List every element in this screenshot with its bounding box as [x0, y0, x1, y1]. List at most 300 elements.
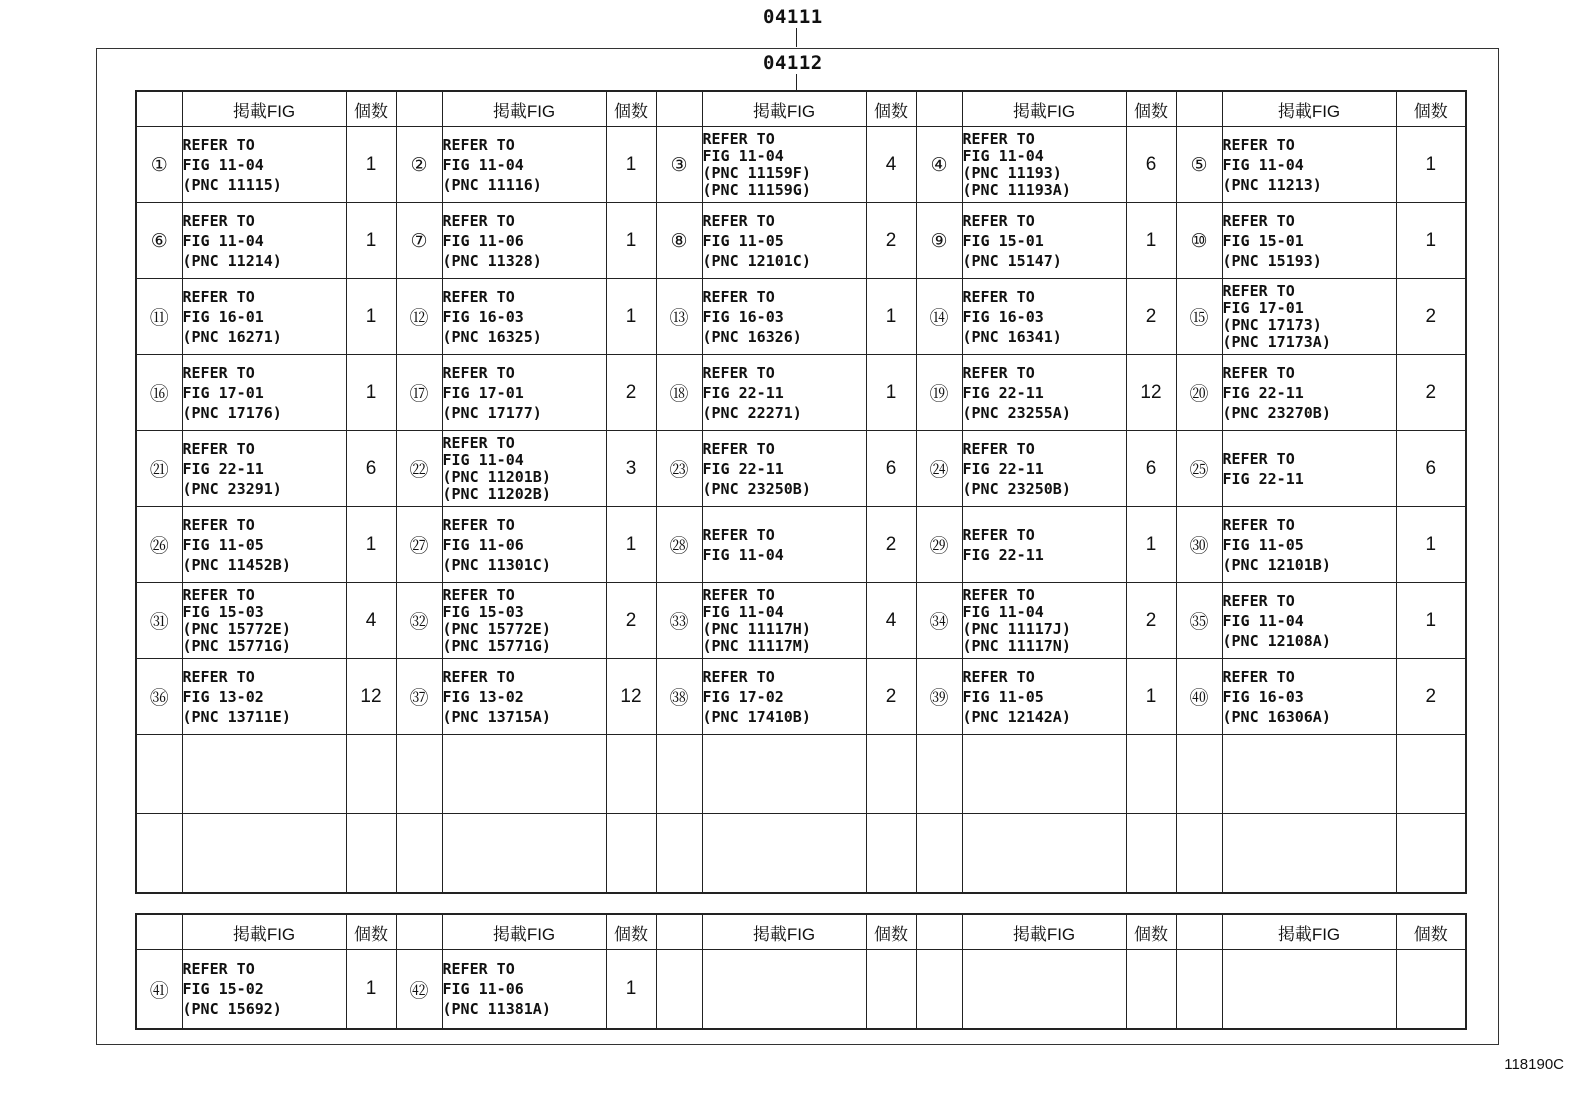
reference-line: (PNC 17173)	[1222, 315, 1322, 334]
quantity: 2	[1396, 279, 1466, 355]
fig-reference	[1222, 950, 1396, 1030]
reference-line: FIG 15-03	[442, 602, 524, 621]
leader-line-inner	[796, 74, 797, 90]
reference-line: FIG 16-03	[962, 307, 1044, 326]
reference-line: FIG 22-11	[962, 545, 1044, 564]
continued-body	[136, 950, 1466, 1030]
fig-reference	[182, 583, 346, 659]
item-number: ㉕	[1176, 431, 1222, 507]
fig-reference	[182, 355, 346, 431]
empty-cell	[396, 814, 442, 894]
fig-reference	[1222, 127, 1396, 203]
header-qty: 個数	[1396, 91, 1466, 127]
item-number: ⑲	[916, 355, 962, 431]
quantity: 6	[1126, 127, 1176, 203]
reference-line: (PNC 11117H)	[702, 619, 811, 638]
quantity: 12	[1126, 355, 1176, 431]
empty-cell	[442, 735, 606, 814]
reference-line: FIG 15-02	[182, 980, 264, 998]
quantity: 2	[1396, 659, 1466, 735]
reference-line: REFER TO	[182, 439, 255, 458]
quantity: 1	[346, 127, 396, 203]
quantity: 2	[1396, 355, 1466, 431]
reference-line: (PNC 15147)	[962, 251, 1062, 270]
reference-line: REFER TO	[1222, 135, 1295, 154]
reference-line: FIG 11-06	[442, 535, 524, 554]
reference-line: (PNC 15772E)	[442, 619, 551, 638]
fig-reference	[702, 507, 866, 583]
item-number: ㉞	[916, 583, 962, 659]
empty-cell	[442, 814, 606, 894]
quantity: 1	[1126, 203, 1176, 279]
reference-line: (PNC 11117N)	[962, 636, 1071, 655]
fig-reference	[182, 431, 346, 507]
illustration-code: 118190C	[1504, 1056, 1564, 1073]
quantity: 4	[866, 583, 916, 659]
quantity: 2	[866, 507, 916, 583]
reference-line: REFER TO	[182, 515, 255, 534]
empty-row	[136, 735, 1466, 814]
item-number: ㉓	[656, 431, 702, 507]
item-number: ㉝	[656, 583, 702, 659]
reference-line: (PNC 15193)	[1222, 251, 1322, 270]
table-row	[136, 355, 1466, 431]
reference-line: REFER TO	[702, 667, 775, 686]
reference-line: (PNC 11213)	[1222, 175, 1322, 194]
header-qty: 個数	[1126, 91, 1176, 127]
reference-line: REFER TO	[1222, 363, 1295, 382]
fig-reference	[962, 583, 1126, 659]
table-row	[136, 659, 1466, 735]
quantity: 1	[346, 355, 396, 431]
table-row	[136, 431, 1466, 507]
reference-line: REFER TO	[442, 433, 515, 452]
reference-line: (PNC 11193A)	[962, 180, 1071, 199]
reference-line: FIG 11-05	[1222, 535, 1304, 554]
fig-reference	[182, 950, 346, 1030]
empty-cell	[962, 735, 1126, 814]
header-qty: 個数	[606, 91, 656, 127]
reference-line: FIG 11-04	[1222, 155, 1304, 174]
empty-cell	[606, 735, 656, 814]
reference-line: FIG 11-04	[1222, 611, 1304, 630]
leader-line-outer	[796, 28, 797, 47]
reference-line: FIG 11-04	[962, 602, 1044, 621]
reference-line: (PNC 23250B)	[702, 479, 811, 498]
empty-cell	[866, 814, 916, 894]
item-number: ㉙	[916, 507, 962, 583]
fig-reference	[1222, 355, 1396, 431]
table-row	[136, 279, 1466, 355]
header-qty: 個数	[1396, 914, 1466, 950]
fig-reference	[442, 950, 606, 1030]
reference-line: FIG 22-11	[962, 383, 1044, 402]
reference-line: REFER TO	[702, 287, 775, 306]
reference-line: FIG 22-11	[182, 459, 264, 478]
item-number: ㉑	[136, 431, 182, 507]
reference-line: (PNC 16341)	[962, 327, 1062, 346]
item-number: ㊶	[136, 950, 182, 1030]
quantity: 6	[1126, 431, 1176, 507]
reference-line: (PNC 11202B)	[442, 484, 551, 503]
empty-cell	[136, 814, 182, 894]
item-number: ㉟	[1176, 583, 1222, 659]
reference-line: REFER TO	[1222, 591, 1295, 610]
quantity: 1	[1396, 583, 1466, 659]
reference-line: REFER TO	[962, 363, 1035, 382]
fig-reference	[962, 203, 1126, 279]
header-num	[656, 91, 702, 127]
reference-line: (PNC 23250B)	[962, 479, 1071, 498]
empty-cell	[1176, 735, 1222, 814]
reference-line: FIG 22-11	[962, 459, 1044, 478]
quantity: 1	[346, 279, 396, 355]
fig-reference	[442, 583, 606, 659]
reference-line: FIG 17-01	[1222, 298, 1304, 317]
table-row	[136, 583, 1466, 659]
empty-cell	[1222, 735, 1396, 814]
empty-cell	[136, 735, 182, 814]
header-num	[396, 91, 442, 127]
quantity: 4	[866, 127, 916, 203]
reference-line: (PNC 17173A)	[1222, 332, 1331, 351]
reference-line: (PNC 23255A)	[962, 403, 1071, 422]
quantity: 6	[866, 431, 916, 507]
reference-line: (PNC 23270B)	[1222, 403, 1331, 422]
empty-cell	[606, 814, 656, 894]
reference-line: REFER TO	[702, 211, 775, 230]
header-qty: 個数	[1126, 914, 1176, 950]
quantity: 1	[866, 355, 916, 431]
quantity	[866, 950, 916, 1030]
quantity: 1	[606, 127, 656, 203]
empty-cell	[182, 735, 346, 814]
item-number: ㊱	[136, 659, 182, 735]
empty-cell	[346, 735, 396, 814]
reference-line: REFER TO	[442, 667, 515, 686]
quantity: 12	[606, 659, 656, 735]
quantity: 2	[606, 355, 656, 431]
reference-line: (PNC 23291)	[182, 479, 282, 498]
quantity: 6	[1396, 431, 1466, 507]
header-fig: 掲載FIG	[702, 91, 866, 127]
reference-line: (PNC 11117J)	[962, 619, 1071, 638]
quantity: 2	[866, 203, 916, 279]
quantity: 2	[1126, 279, 1176, 355]
reference-line: REFER TO	[702, 363, 775, 382]
reference-line: REFER TO	[962, 287, 1035, 306]
reference-line: FIG 16-03	[1222, 687, 1304, 706]
item-number: ㊳	[656, 659, 702, 735]
fig-reference	[702, 583, 866, 659]
quantity: 1	[606, 203, 656, 279]
empty-cell	[1176, 814, 1222, 894]
quantity: 6	[346, 431, 396, 507]
fig-reference	[182, 127, 346, 203]
quantity: 1	[1126, 507, 1176, 583]
fig-reference	[442, 659, 606, 735]
table-row	[136, 127, 1466, 203]
fig-reference	[702, 431, 866, 507]
header-fig: 掲載FIG	[182, 914, 346, 950]
reference-line: REFER TO	[442, 960, 515, 978]
empty-cell	[182, 814, 346, 894]
reference-line: FIG 17-02	[702, 687, 784, 706]
reference-line: FIG 11-06	[442, 980, 524, 998]
empty-cell	[346, 814, 396, 894]
header-fig: 掲載FIG	[182, 91, 346, 127]
fig-reference	[442, 507, 606, 583]
reference-line: (PNC 17177)	[442, 403, 542, 422]
fig-reference	[702, 659, 866, 735]
fig-reference	[962, 279, 1126, 355]
empty-cell	[1126, 735, 1176, 814]
reference-line: (PNC 11159G)	[702, 180, 811, 199]
fig-reference	[182, 279, 346, 355]
reference-line: FIG 11-04	[962, 146, 1044, 165]
reference-line: (PNC 17410B)	[702, 707, 811, 726]
reference-line: (PNC 12108A)	[1222, 631, 1331, 650]
fig-reference	[182, 507, 346, 583]
reference-line: (PNC 13711E)	[182, 707, 291, 726]
header-num	[916, 914, 962, 950]
quantity: 1	[1396, 203, 1466, 279]
reference-line: (PNC 12101B)	[1222, 555, 1331, 574]
reference-line: (PNC 16325)	[442, 327, 542, 346]
item-number: ⑰	[396, 355, 442, 431]
fig-reference	[702, 950, 866, 1030]
reference-line: FIG 11-04	[702, 602, 784, 621]
fig-reference	[962, 950, 1126, 1030]
reference-line: REFER TO	[182, 363, 255, 382]
reference-line: (PNC 22271)	[702, 403, 802, 422]
header-qty: 個数	[346, 91, 396, 127]
quantity: 2	[866, 659, 916, 735]
table-row	[136, 950, 1466, 1030]
header-qty: 個数	[866, 91, 916, 127]
reference-line: (PNC 11301C)	[442, 555, 551, 574]
quantity	[1396, 950, 1466, 1030]
quantity: 1	[346, 950, 396, 1030]
item-number: ⑯	[136, 355, 182, 431]
fig-reference	[1222, 507, 1396, 583]
quantity: 1	[1396, 507, 1466, 583]
reference-line: REFER TO	[182, 960, 255, 978]
empty-cell	[702, 735, 866, 814]
assembly-code-outer: 04111	[763, 6, 823, 28]
item-number: ⑮	[1176, 279, 1222, 355]
reference-line: REFER TO	[962, 585, 1035, 604]
header-num	[136, 91, 182, 127]
item-number: ⑥	[136, 203, 182, 279]
reference-line: (PNC 16271)	[182, 327, 282, 346]
reference-line: (PNC 11117M)	[702, 636, 811, 655]
quantity: 3	[606, 431, 656, 507]
item-number: ③	[656, 127, 702, 203]
header-row	[136, 914, 1466, 950]
reference-line: (PNC 12101C)	[702, 251, 811, 270]
empty-cell	[1222, 814, 1396, 894]
fig-reference	[442, 431, 606, 507]
header-num	[136, 914, 182, 950]
item-number	[916, 950, 962, 1030]
item-number: ⑤	[1176, 127, 1222, 203]
fig-reference	[1222, 659, 1396, 735]
fig-reference	[442, 203, 606, 279]
reference-line: REFER TO	[182, 287, 255, 306]
reference-line: FIG 15-03	[182, 602, 264, 621]
fig-reference	[182, 659, 346, 735]
reference-line: REFER TO	[182, 135, 255, 154]
fig-reference	[182, 203, 346, 279]
header-fig: 掲載FIG	[442, 91, 606, 127]
reference-line: FIG 11-06	[442, 231, 524, 250]
fig-reference	[962, 431, 1126, 507]
empty-cell	[962, 814, 1126, 894]
header-fig: 掲載FIG	[962, 914, 1126, 950]
reference-line: REFER TO	[442, 211, 515, 230]
item-number: ⑳	[1176, 355, 1222, 431]
reference-line: (PNC 15772E)	[182, 619, 291, 638]
item-number: ㉘	[656, 507, 702, 583]
quantity: 1	[606, 279, 656, 355]
reference-line: REFER TO	[962, 129, 1035, 148]
reference-line: FIG 11-04	[182, 155, 264, 174]
header-num	[1176, 914, 1222, 950]
item-number: ⑨	[916, 203, 962, 279]
reference-line: FIG 13-02	[442, 687, 524, 706]
item-number: ⑬	[656, 279, 702, 355]
reference-line: FIG 16-01	[182, 307, 264, 326]
reference-line: FIG 11-05	[182, 535, 264, 554]
reference-line: (PNC 11328)	[442, 251, 542, 270]
reference-line: FIG 11-04	[702, 545, 784, 564]
reference-line: (PNC 15771G)	[182, 636, 291, 655]
reference-line: (PNC 11115)	[182, 175, 282, 194]
fig-reference	[702, 355, 866, 431]
item-number: ㉒	[396, 431, 442, 507]
fig-reference	[962, 507, 1126, 583]
reference-line: (PNC 15692)	[182, 1000, 282, 1018]
reference-line: REFER TO	[182, 211, 255, 230]
reference-line: FIG 22-11	[1222, 469, 1304, 488]
quantity: 2	[1126, 583, 1176, 659]
item-number: ⑪	[136, 279, 182, 355]
reference-line: FIG 17-01	[182, 383, 264, 402]
reference-line: (PNC 11159F)	[702, 163, 811, 182]
item-number: ㉗	[396, 507, 442, 583]
reference-line: REFER TO	[442, 515, 515, 534]
reference-line: FIG 22-11	[1222, 383, 1304, 402]
empty-cell	[702, 814, 866, 894]
item-number	[656, 950, 702, 1030]
main-body	[136, 127, 1466, 894]
empty-cell	[396, 735, 442, 814]
reference-line: REFER TO	[442, 135, 515, 154]
item-number: ⑧	[656, 203, 702, 279]
quantity: 1	[346, 203, 396, 279]
reference-line: FIG 11-04	[702, 146, 784, 165]
reference-line: FIG 16-03	[442, 307, 524, 326]
reference-line: REFER TO	[702, 585, 775, 604]
reference-line: REFER TO	[702, 439, 775, 458]
reference-line: REFER TO	[962, 211, 1035, 230]
header-num	[916, 91, 962, 127]
table-row	[136, 203, 1466, 279]
reference-line: FIG 11-04	[442, 450, 524, 469]
item-number: ㉖	[136, 507, 182, 583]
reference-line: REFER TO	[702, 525, 775, 544]
reference-line: REFER TO	[1222, 211, 1295, 230]
header-qty: 個数	[346, 914, 396, 950]
item-number: ㊴	[916, 659, 962, 735]
header-num	[656, 914, 702, 950]
reference-line: (PNC 11214)	[182, 251, 282, 270]
reference-line: FIG 15-01	[962, 231, 1044, 250]
header-fig: 掲載FIG	[962, 91, 1126, 127]
reference-line: REFER TO	[962, 525, 1035, 544]
item-number: ㉛	[136, 583, 182, 659]
item-number: ㊲	[396, 659, 442, 735]
item-number: ⑱	[656, 355, 702, 431]
quantity: 4	[346, 583, 396, 659]
header-row	[136, 91, 1466, 127]
reference-line: (PNC 15771G)	[442, 636, 551, 655]
header-num	[396, 914, 442, 950]
reference-line: REFER TO	[702, 129, 775, 148]
quantity: 1	[866, 279, 916, 355]
item-number: ⑦	[396, 203, 442, 279]
fig-reference	[962, 355, 1126, 431]
reference-line: (PNC 11193)	[962, 163, 1062, 182]
fig-reference	[1222, 431, 1396, 507]
reference-line: (PNC 11116)	[442, 175, 542, 194]
fig-reference	[442, 127, 606, 203]
fig-reference	[442, 279, 606, 355]
empty-cell	[656, 814, 702, 894]
empty-cell	[656, 735, 702, 814]
quantity: 2	[606, 583, 656, 659]
reference-line: REFER TO	[1222, 449, 1295, 468]
reference-line: (PNC 16326)	[702, 327, 802, 346]
reference-line: FIG 17-01	[442, 383, 524, 402]
reference-line: FIG 11-05	[702, 231, 784, 250]
quantity: 1	[346, 507, 396, 583]
empty-cell	[866, 735, 916, 814]
quantity: 1	[606, 950, 656, 1030]
reference-line: FIG 15-01	[1222, 231, 1304, 250]
empty-cell	[916, 814, 962, 894]
reference-line: (PNC 16306A)	[1222, 707, 1331, 726]
header-qty: 個数	[606, 914, 656, 950]
item-number: ㉔	[916, 431, 962, 507]
fig-reference	[1222, 203, 1396, 279]
reference-line: (PNC 12142A)	[962, 707, 1071, 726]
item-number	[1176, 950, 1222, 1030]
quantity: 1	[1396, 127, 1466, 203]
assembly-code-inner: 04112	[763, 52, 823, 74]
fig-reference	[962, 659, 1126, 735]
fig-reference	[1222, 279, 1396, 355]
item-number: ②	[396, 127, 442, 203]
reference-line: REFER TO	[442, 363, 515, 382]
quantity: 1	[1126, 659, 1176, 735]
reference-line: REFER TO	[1222, 515, 1295, 534]
quantity: 1	[606, 507, 656, 583]
empty-cell	[1396, 814, 1466, 894]
reference-line: REFER TO	[442, 287, 515, 306]
fig-reference	[702, 279, 866, 355]
